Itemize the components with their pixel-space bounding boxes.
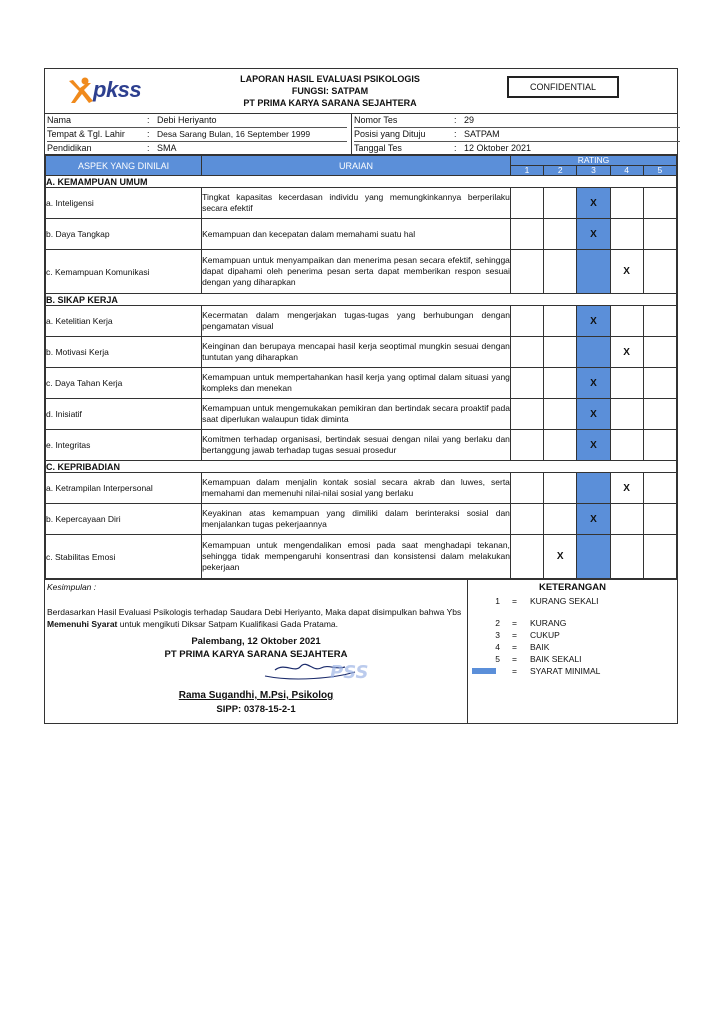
rating-cell-3 — [577, 473, 610, 504]
rating-cell-2 — [544, 219, 577, 250]
legend-item — [468, 641, 677, 653]
rating-cell-4 — [610, 504, 643, 535]
table-row — [46, 399, 677, 430]
confidential-stamp: CONFIDENTIAL — [507, 76, 619, 98]
svg-text:PSS: PSS — [330, 662, 369, 683]
rating-cell-5 — [643, 219, 676, 250]
identity-value: SMA — [157, 143, 177, 153]
description-cell: Kemampuan dalam menjalin kontak sosial secara akrab dan luwes, serta memahami dan memenuhi nilai-nilai sosial yang berlaku — [202, 473, 511, 504]
report-title — [195, 73, 465, 109]
rating-cell-3 — [577, 250, 610, 294]
company-name: PT PRIMA KARYA SARANA SEJAHTERA — [164, 649, 348, 660]
aspect-cell: c. Kemampuan Komunikasi — [46, 250, 202, 294]
rating-cell-5 — [643, 399, 676, 430]
col-header-aspek: ASPEK YANG DINILAI — [46, 156, 202, 176]
description-cell: Keinginan dan berupaya mencapai hasil kerja seoptimal mungkin sesuai dengan tuntutan yang diharapkan — [202, 337, 511, 368]
legend-equals: = — [512, 654, 517, 664]
rating-level-3: 3 — [577, 166, 610, 176]
rating-cell-4 — [610, 473, 643, 504]
identity-label: Posisi yang Dituju — [354, 129, 426, 139]
legend-value: SYARAT MINIMAL — [530, 666, 601, 676]
legend-key: 1 — [495, 596, 500, 606]
rating-cell-3 — [577, 504, 610, 535]
rating-cell-1 — [510, 306, 543, 337]
rating-mark: X — [590, 377, 597, 389]
aspect-cell: c. Daya Tahan Kerja — [46, 368, 202, 399]
table-row — [46, 306, 677, 337]
section-title: C. KEPRIBADIAN — [46, 461, 677, 473]
identity-value: 29 — [464, 115, 475, 125]
table-row — [46, 504, 677, 535]
description-cell: Tingkat kapasitas kecerdasan individu yang memungkinkannya berperilaku secara efektif — [202, 188, 511, 219]
description-cell: Kemampuan dan kecepatan dalam memahami suatu hal — [202, 219, 511, 250]
rating-cell-2 — [544, 473, 577, 504]
conclusion-label: Kesimpulan : — [47, 582, 97, 592]
identity-label: Nama — [47, 115, 72, 125]
rating-mark: X — [590, 197, 597, 209]
rating-mark: X — [590, 315, 597, 327]
rating-mark: X — [556, 551, 564, 562]
company-logo — [65, 75, 175, 105]
legend-equals: = — [512, 630, 517, 640]
rating-cell-1 — [510, 504, 543, 535]
aspect-cell: a. Inteligensi — [46, 188, 202, 219]
aspect-cell: a. Ketelitian Kerja — [46, 306, 202, 337]
legend-equals: = — [512, 642, 517, 652]
rating-cell-1 — [510, 368, 543, 399]
rating-cell-2 — [544, 250, 577, 294]
aspect-cell: d. Inisiatif — [46, 399, 202, 430]
section-title: B. SIKAP KERJA — [46, 294, 677, 306]
evaluation-table — [45, 155, 677, 579]
pkss-logo-icon — [65, 75, 95, 105]
rating-cell-4 — [610, 250, 643, 294]
rating-cell-5 — [643, 250, 676, 294]
description-cell: Kemampuan untuk menyampaikan dan menerima pesan secara efektif, sehingga dapat dipahami oleh penerima pesan serta dapat memberikan respon sesuai dengan yang diharapkan — [202, 250, 511, 294]
legend-item-minimum — [468, 665, 677, 677]
rating-cell-2 — [544, 306, 577, 337]
table-row — [46, 250, 677, 294]
rating-cell-4 — [610, 188, 643, 219]
rating-cell-3 — [577, 535, 610, 579]
rating-cell-5 — [643, 306, 676, 337]
rating-cell-5 — [643, 188, 676, 219]
rating-cell-2 — [544, 399, 577, 430]
rating-cell-1 — [510, 473, 543, 504]
rating-cell-1 — [510, 430, 543, 461]
identity-row: Nama : Debi Heriyanto — [47, 114, 347, 128]
rating-mark: X — [590, 228, 597, 240]
rating-cell-1 — [510, 250, 543, 294]
rating-level-2: 2 — [544, 166, 577, 176]
identity-row: Nomor Tes : 29 — [354, 114, 680, 128]
rating-cell-5 — [643, 337, 676, 368]
identity-label: Tanggal Tes — [354, 143, 402, 153]
section-header — [46, 294, 677, 306]
aspect-cell: e. Integritas — [46, 430, 202, 461]
rating-cell-3 — [577, 399, 610, 430]
identity-row: Tanggal Tes : 12 Oktober 2021 — [354, 143, 532, 153]
aspect-cell: a. Ketrampilan Interpersonal — [46, 473, 202, 504]
legend-equals: = — [512, 618, 517, 628]
legend-value: KURANG — [530, 618, 567, 628]
rating-mark: X — [623, 266, 630, 277]
evaluation-report — [44, 68, 678, 724]
rating-cell-1 — [510, 188, 543, 219]
legend-key: 2 — [495, 618, 500, 628]
table-row — [46, 188, 677, 219]
rating-mark: X — [623, 482, 630, 494]
rating-cell-2 — [544, 188, 577, 219]
conclusion-block — [45, 580, 468, 723]
aspect-cell: c. Stabilitas Emosi — [46, 535, 202, 579]
identity-value: Debi Heriyanto — [157, 115, 217, 125]
legend-title: KETERANGAN — [538, 582, 607, 593]
description-cell: Keyakinan atas kemampuan yang dimiliki dalam berinteraksi sosial dan menjalankan tugas pekerjaannya — [202, 504, 511, 535]
legend-value: CUKUP — [530, 630, 560, 640]
title-line-3: PT PRIMA KARYA SARANA SEJAHTERA — [243, 98, 417, 108]
rating-cell-4 — [610, 337, 643, 368]
rating-cell-2 — [544, 535, 577, 579]
rating-cell-1 — [510, 535, 543, 579]
section-title: A. KEMAMPUAN UMUM — [46, 176, 677, 188]
rating-cell-4 — [610, 219, 643, 250]
legend-key: 5 — [495, 654, 500, 664]
rating-cell-4 — [610, 399, 643, 430]
legend-value: BAIK SEKALI — [530, 654, 582, 664]
legend-item — [468, 617, 677, 629]
rating-cell-5 — [643, 535, 676, 579]
rating-cell-5 — [643, 430, 676, 461]
aspect-cell: b. Kepercayaan Diri — [46, 504, 202, 535]
identity-row: Tempat & Tgl. Lahir : Desa Sarang Bulan, 16 September 1999 — [47, 128, 347, 142]
rating-cell-4 — [610, 368, 643, 399]
rating-mark: X — [590, 439, 597, 451]
rating-mark: X — [590, 408, 597, 420]
table-row — [46, 535, 677, 579]
rating-cell-2 — [544, 430, 577, 461]
rating-cell-3 — [577, 219, 610, 250]
minimum-swatch — [472, 668, 496, 674]
place-date: Palembang, 12 Oktober 2021 — [191, 636, 321, 647]
col-header-uraian: URAIAN — [202, 156, 511, 176]
description-cell: Kecermatan dalam mengerjakan tugas-tugas yang berhubungan dengan pengamatan visual — [202, 306, 511, 337]
rating-level-4: 4 — [610, 166, 643, 176]
rating-cell-3 — [577, 188, 610, 219]
conclusion-text-part2: untuk mengikuti Diksar Satpam Kualifikasi Gada Pratama. — [117, 619, 339, 629]
table-row — [46, 368, 677, 399]
rating-cell-2 — [544, 337, 577, 368]
identity-value: SATPAM — [464, 129, 500, 139]
logo-text: pkss — [93, 77, 142, 102]
rating-mark: X — [590, 513, 597, 525]
sipp-number: SIPP: 0378-15-2-1 — [216, 704, 296, 715]
identity-label: Tempat & Tgl. Lahir — [47, 129, 125, 139]
section-header — [46, 176, 677, 188]
report-footer — [45, 579, 677, 723]
section-header — [46, 461, 677, 473]
rating-cell-2 — [544, 504, 577, 535]
identity-row: Posisi yang Dituju : SATPAM — [354, 128, 680, 142]
report-header — [45, 69, 677, 114]
legend-key: 4 — [495, 642, 500, 652]
table-row — [46, 430, 677, 461]
table-row — [46, 219, 677, 250]
legend-equals: = — [512, 596, 517, 606]
rating-cell-4 — [610, 535, 643, 579]
rating-cell-2 — [544, 368, 577, 399]
description-cell: Kemampuan untuk mempertahankan hasil kerja yang optimal dalam situasi yang kompleks dan menekan — [202, 368, 511, 399]
legend-value: KURANG SEKALI — [530, 596, 599, 606]
identity-left — [47, 114, 347, 155]
rating-level-1: 1 — [510, 166, 543, 176]
rating-cell-3 — [577, 306, 610, 337]
identity-row: Pendidikan : SMA — [47, 143, 177, 153]
rating-cell-4 — [610, 306, 643, 337]
identity-value: Desa Sarang Bulan, 16 September 1999 — [157, 129, 311, 139]
identity-label: Pendidikan — [47, 143, 92, 153]
table-row — [46, 337, 677, 368]
legend-item — [468, 595, 677, 607]
rating-level-5: 5 — [643, 166, 676, 176]
legend-block — [468, 580, 677, 677]
legend-key: 3 — [495, 630, 500, 640]
identity-block — [45, 114, 677, 155]
signature-icon — [235, 652, 395, 692]
rating-cell-4 — [610, 430, 643, 461]
rating-cell-5 — [643, 368, 676, 399]
legend-value: BAIK — [530, 642, 550, 652]
conclusion-verdict: Memenuhi Syarat — [47, 619, 118, 629]
rating-cell-3 — [577, 368, 610, 399]
legend-item — [468, 629, 677, 641]
aspect-cell: b. Daya Tangkap — [46, 219, 202, 250]
title-line-1: LAPORAN HASIL EVALUASI PSIKOLOGIS — [240, 74, 420, 84]
conclusion-text — [47, 606, 462, 630]
description-cell: Kemampuan untuk mengendalikan emosi pada saat menghadapi tekanan, sehingga tidak mempengaruhi konsentrasi dan konsistensi dalam melakukan pekerjaan — [202, 535, 511, 579]
identity-right — [351, 114, 680, 154]
identity-label: Nomor Tes — [354, 115, 398, 125]
rating-cell-5 — [643, 473, 676, 504]
rating-cell-1 — [510, 399, 543, 430]
identity-value: 12 Oktober 2021 — [464, 143, 532, 153]
col-header-rating: RATING — [510, 156, 676, 166]
rating-cell-1 — [510, 337, 543, 368]
rating-cell-3 — [577, 430, 610, 461]
legend-equals: = — [512, 666, 517, 676]
rating-cell-3 — [577, 337, 610, 368]
evaluation-body — [46, 176, 677, 579]
table-row — [46, 473, 677, 504]
conclusion-text-part1: Berdasarkan Hasil Evaluasi Psikologis terhadap Saudara Debi Heriyanto, Maka dapat disimpulkan bahwa Ybs — [47, 607, 462, 617]
aspect-cell: b. Motivasi Kerja — [46, 337, 202, 368]
legend-item — [468, 653, 677, 665]
title-line-2: FUNGSI: SATPAM — [291, 86, 369, 96]
rating-mark: X — [623, 346, 630, 358]
rating-cell-5 — [643, 504, 676, 535]
description-cell: Komitmen terhadap organisasi, bertindak sesuai dengan nilai yang berlaku dan bertanggung jawab terhadap tugas sesuai prosedur — [202, 430, 511, 461]
description-cell: Kemampuan untuk mengemukakan pemikiran dan bertindak secara proaktif pada saat diperlukan walaupun tidak diminta — [202, 399, 511, 430]
rating-cell-1 — [510, 219, 543, 250]
signatory-name: Rama Sugandhi, M.Psi, Psikolog — [178, 690, 334, 701]
